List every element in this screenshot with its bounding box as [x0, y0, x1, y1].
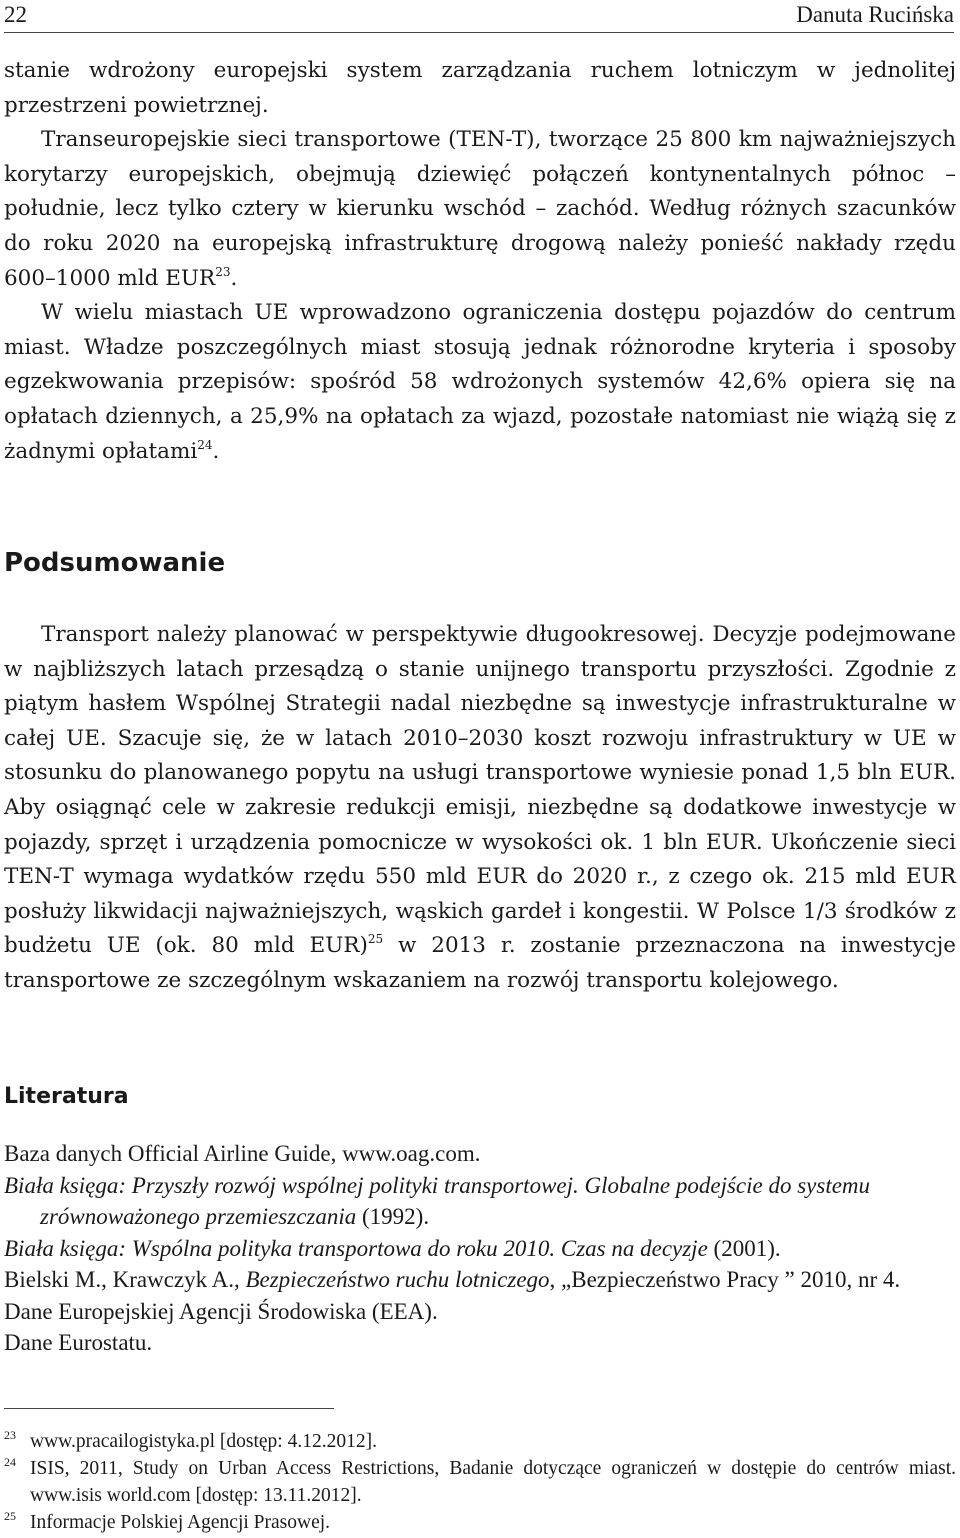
paragraph-ten-t: [4, 123, 956, 296]
paragraph-end: .: [212, 438, 220, 464]
bibliography-item: [4, 1233, 956, 1265]
paragraph-text: Transeuropejskie sieci transportowe (TEN-T), tworzące 25 800 km najważniejszych korytarzy europejskich, obejmują dziewięć połączeń kontynentalnych północ – południe, lecz tylko cztery w kierunku wschód – zachód. Według różnych szacunków do roku 2020 na europejską infrastrukturę drogową należy ponieść nakłady rzędu 600–1000 mld EUR: [4, 127, 956, 291]
bibliography-title: Bezpieczeństwo ruchu lotniczego: [245, 1267, 550, 1292]
bibliography-title: Biała księga: Przyszły rozwój wspólnej polityki transportowej. Globalne podejście do systemu zrównoważonego przemieszczania: [4, 1172, 871, 1229]
running-author: Danuta Rucińska: [796, 2, 954, 27]
section-heading-summary: Podsumowanie: [4, 548, 226, 578]
paragraph-text: W wielu miastach UE wprowadzono ograniczenia dostępu pojazdów do centrum miast. Władze poszczególnych miast stosują jednak różnorodne kryteria i sposoby egzekwowania przepisów: spośród 58 wdrożonych systemów 42,6% opiera się na opłatach dziennych, a 25,9% na opłatach za wjazd, pozostałe natomiast nie wiążą się z żadnymi opłatami: [4, 300, 956, 464]
bibliography-item: Baza danych Official Airline Guide, www.oag.com.: [4, 1141, 481, 1166]
paragraph-continued: stanie wdrożony europejski system zarządzania ruchem lotniczym w jednolitej przestrzeni powietrznej.: [4, 58, 956, 118]
footnote-ref[interactable]: 23: [215, 264, 231, 279]
footnote-ref[interactable]: 25: [367, 932, 384, 947]
footnote: [4, 1428, 956, 1455]
footnote-number: 24: [4, 1455, 16, 1469]
bibliography-year: (1992).: [356, 1204, 430, 1229]
summary-section: [4, 618, 956, 999]
footnote-divider: [4, 1408, 334, 1409]
footnote: [4, 1509, 956, 1536]
footnote-number: 23: [4, 1428, 16, 1442]
bibliography-year: (2001).: [707, 1235, 781, 1261]
footnote-number: 25: [4, 1509, 16, 1523]
page-number: 22: [4, 2, 27, 27]
bibliography-source: , „Bezpieczeństwo Pracy ” 2010, nr 4.: [549, 1267, 901, 1292]
footnote: [4, 1455, 956, 1509]
bibliography-list: [4, 1138, 956, 1359]
paragraph-text: Transport należy planować w perspektywie długookresowej. Decyzje podejmowane w najbliższych latach przesądzą o stanie unijnego transportu przyszłości. Zgodnie z piątym hasłem Wspólnej Strategii nadal niezbędne są inwestycje infrastrukturalne w całej UE. Szacuje się, że w latach 2010–2030 koszt rozwoju infrastruktury w UE w stosunku do planowanego popytu na usługi transportowe wyniesie ponad 1,5 bln EUR. Aby osiągnąć cele w zakresie redukcji emisji, niezbędne są dodatkowe inwestycje w pojazdy, sprzęt i urządzenia pomocnicze w wysokości ok. 1 bln EUR. Ukończenie sieci TEN-T wymaga wydatków rzędu 550 mld EUR do 2020 r., z czego ok. 215 mld EUR posłuży likwidacji najważniejszych, wąskich gardeł i kongestii. W Polsce 1/3 środków z budżetu UE (ok. 80 mld EUR): [4, 622, 956, 959]
bibliography-authors: Bielski M., Krawczyk A.,: [4, 1267, 246, 1292]
paragraph-access-restrictions: [4, 296, 956, 469]
bibliography-item: Dane Europejskiej Agencji Środowiska (EEA).: [4, 1298, 438, 1324]
running-header: [4, 2, 954, 33]
intro-section: [4, 54, 956, 469]
paragraph-text-continued: w 2013 r. zostanie przeznaczona na inwestycje transportowe ze szczególnym wskazaniem na rozwój transportu kolejowego.: [4, 933, 956, 993]
footnote-text: Informacje Polskiej Agencji Prasowej.: [30, 1512, 331, 1533]
footnote-text: ISIS, 2011, Study on Urban Access Restrictions, Badanie dotyczące ograniczeń w dostępie do centrów miast. www.isis world.com [dostęp: 13.11.2012].: [30, 1458, 956, 1506]
bibliography-item: [4, 1170, 956, 1233]
bibliography-title: Biała księga: Wspólna polityka transportowa do roku 2010. Czas na decyzje: [4, 1235, 708, 1261]
paragraph-end: .: [230, 265, 238, 291]
footnotes: [4, 1428, 956, 1536]
section-heading-literature: Literatura: [4, 1084, 129, 1109]
paragraph-summary: [4, 618, 956, 999]
footnote-text: www.pracailogistyka.pl [dostęp: 4.12.2012].: [30, 1431, 377, 1452]
footnote-ref[interactable]: 24: [197, 437, 213, 452]
bibliography-item: Dane Eurostatu.: [4, 1330, 153, 1355]
bibliography-item: [4, 1264, 956, 1296]
